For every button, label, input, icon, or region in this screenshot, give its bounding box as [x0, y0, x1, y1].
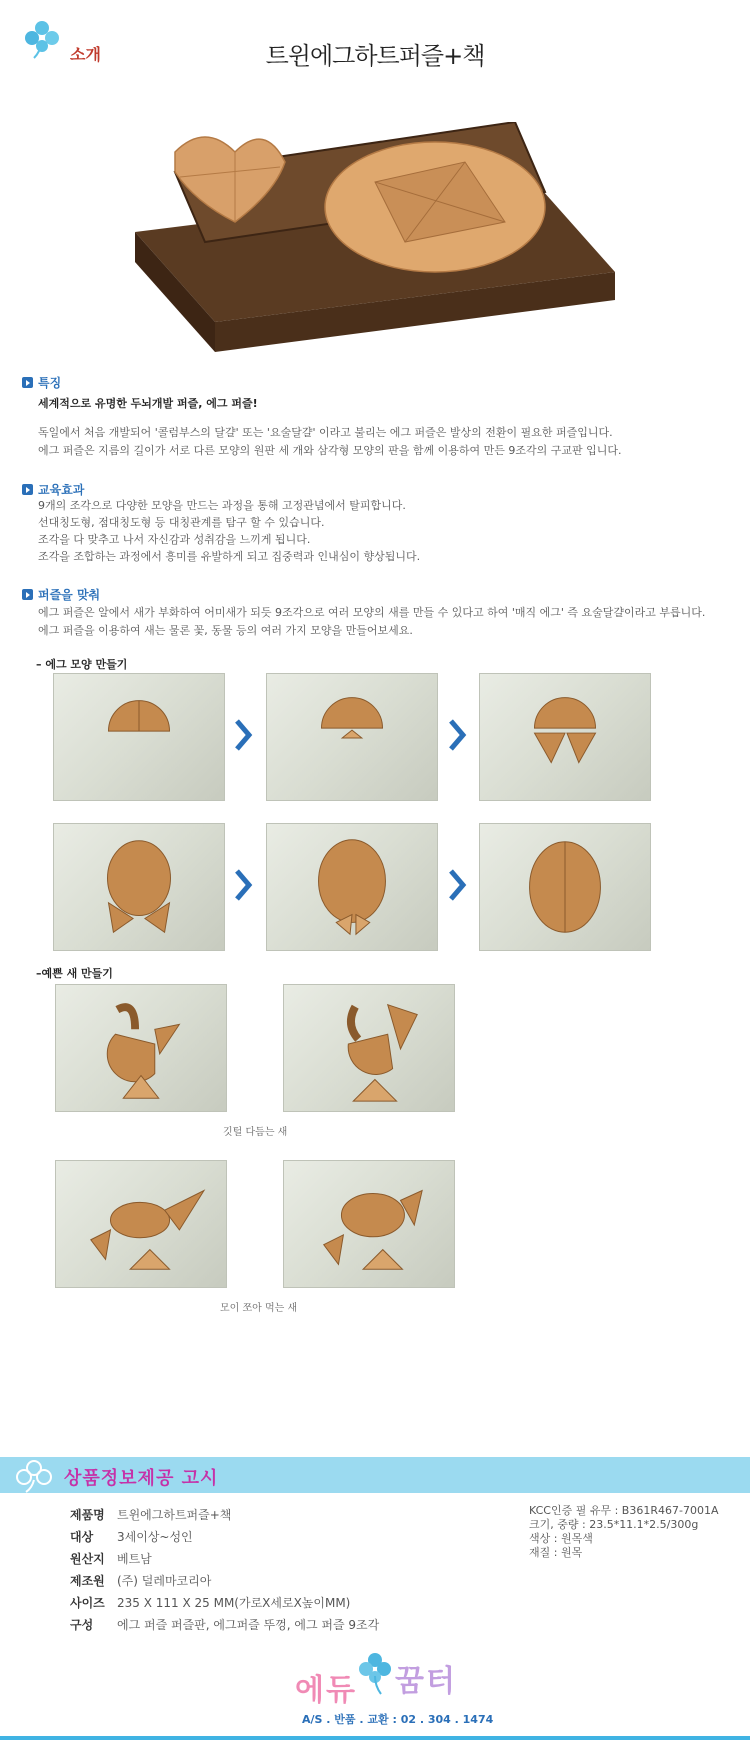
info-value: 235 X 111 X 25 MM(가로X세로X높이MM)	[117, 1596, 351, 1610]
bottom-divider	[0, 1736, 750, 1740]
egg-step-photo	[266, 673, 438, 801]
chevron-right-icon	[233, 718, 253, 752]
egg-step-photo	[53, 673, 225, 801]
chevron-right-icon	[233, 868, 253, 902]
puzzle-line-1: 에그 퍼즐은 알에서 새가 부화하여 어미새가 되듯 9조각으로 여러 모양의 새를 만들 수 있다고 하여 '매직 에그' 즉 요술달걀이라고 부릅니다.	[38, 606, 706, 619]
bird-photo	[55, 1160, 227, 1288]
bird-caption-2: 모이 쪼아 먹는 새	[220, 1303, 298, 1314]
kcc-line-2: 크기, 중량 : 23.5*11.1*2.5/300g	[529, 1518, 699, 1531]
egg-shape-subhead: – 에그 모양 만들기	[36, 658, 128, 671]
egg-step-photo	[479, 823, 651, 951]
egg-step-photo	[53, 823, 225, 951]
info-value: 베트남	[117, 1552, 152, 1566]
bird-photo	[283, 984, 455, 1112]
section-bullet-icon	[22, 484, 33, 495]
intro-label: 소개	[70, 45, 101, 64]
info-value: 3세이상~성인	[117, 1530, 193, 1544]
page-title: 트윈에그하트퍼즐+책	[265, 42, 485, 70]
egg-step-photo	[479, 673, 651, 801]
education-line-3: 조각을 다 맞추고 나서 자신감과 성취감을 느끼게 됩니다.	[38, 533, 311, 546]
features-headline: 세계적으로 유명한 두뇌개발 퍼즐, 에그 퍼즐!	[38, 397, 258, 410]
education-line-1: 9개의 조각으로 다양한 모양을 만드는 과정을 통해 고정관념에서 탈피합니다.	[38, 499, 406, 512]
info-value: (주) 덜레마코리아	[117, 1574, 212, 1588]
chevron-right-icon	[447, 718, 467, 752]
puzzle-title: 퍼즐을 맞춰	[38, 588, 101, 602]
chevron-right-icon	[447, 868, 467, 902]
info-value: 트윈에그하트퍼즐+책	[117, 1508, 232, 1522]
education-line-4: 조각을 조합하는 과정에서 흥미를 유발하게 되고 집중력과 인내심이 향상됩니다.	[38, 550, 421, 563]
info-label: 구성	[70, 1618, 94, 1632]
kcc-line-1: KCC인증 필 유무 : B361R467-7001A	[529, 1504, 719, 1517]
notice-title: 상품정보제공 고시	[64, 1468, 219, 1489]
as-contact-line: A/S . 반품 . 교환 : 02 . 304 . 1474	[302, 1713, 494, 1726]
clover-logo-icon	[357, 1650, 393, 1696]
kcc-line-4: 재질 : 원목	[529, 1546, 583, 1559]
section-bullet-icon	[22, 377, 33, 388]
features-line-2: 에그 퍼즐은 지름의 길이가 서로 다른 모양의 원판 세 개와 삼각형 모양의 판을 함께 이용하여 만든 9조각의 구교판 입니다.	[38, 444, 622, 457]
clover-outline-icon	[12, 1458, 56, 1494]
egg-step-photo	[266, 823, 438, 951]
logo-text-right: 꿈터	[395, 1664, 457, 1699]
info-label: 제품명	[70, 1508, 105, 1522]
info-label: 사이즈	[70, 1596, 105, 1610]
bird-photo	[283, 1160, 455, 1288]
info-label: 원산지	[70, 1552, 105, 1566]
puzzle-line-2: 에그 퍼즐을 이용하여 새는 물론 꽃, 동물 등의 여러 가지 모양을 만들어보세요.	[38, 624, 413, 637]
education-line-2: 선대칭도형, 점대칭도형 등 대칭관계를 탐구 할 수 있습니다.	[38, 516, 325, 529]
info-value: 에그 퍼즐 퍼즐판, 에그퍼즐 뚜껑, 에그 퍼즐 9조각	[117, 1618, 380, 1632]
bird-shape-subhead: –예쁜 새 만들기	[36, 967, 113, 980]
bird-photo	[55, 984, 227, 1112]
logo-text-left: 에듀	[295, 1673, 357, 1708]
features-line-1: 독일에서 처음 개발되어 '콜럼부스의 달걀' 또는 '요술달걀' 이라고 불리는 에그 퍼즐은 발상의 전환이 필요한 퍼즐입니다.	[38, 426, 613, 439]
info-label: 대상	[70, 1530, 94, 1544]
section-bullet-icon	[22, 589, 33, 600]
kcc-line-3: 색상 : 원목색	[529, 1532, 593, 1545]
features-title: 특징	[38, 376, 62, 390]
info-label: 제조원	[70, 1574, 105, 1588]
product-hero-image	[135, 122, 615, 357]
bird-caption-1: 깃털 다듬는 새	[223, 1127, 288, 1138]
education-title: 교육효과	[38, 483, 85, 497]
